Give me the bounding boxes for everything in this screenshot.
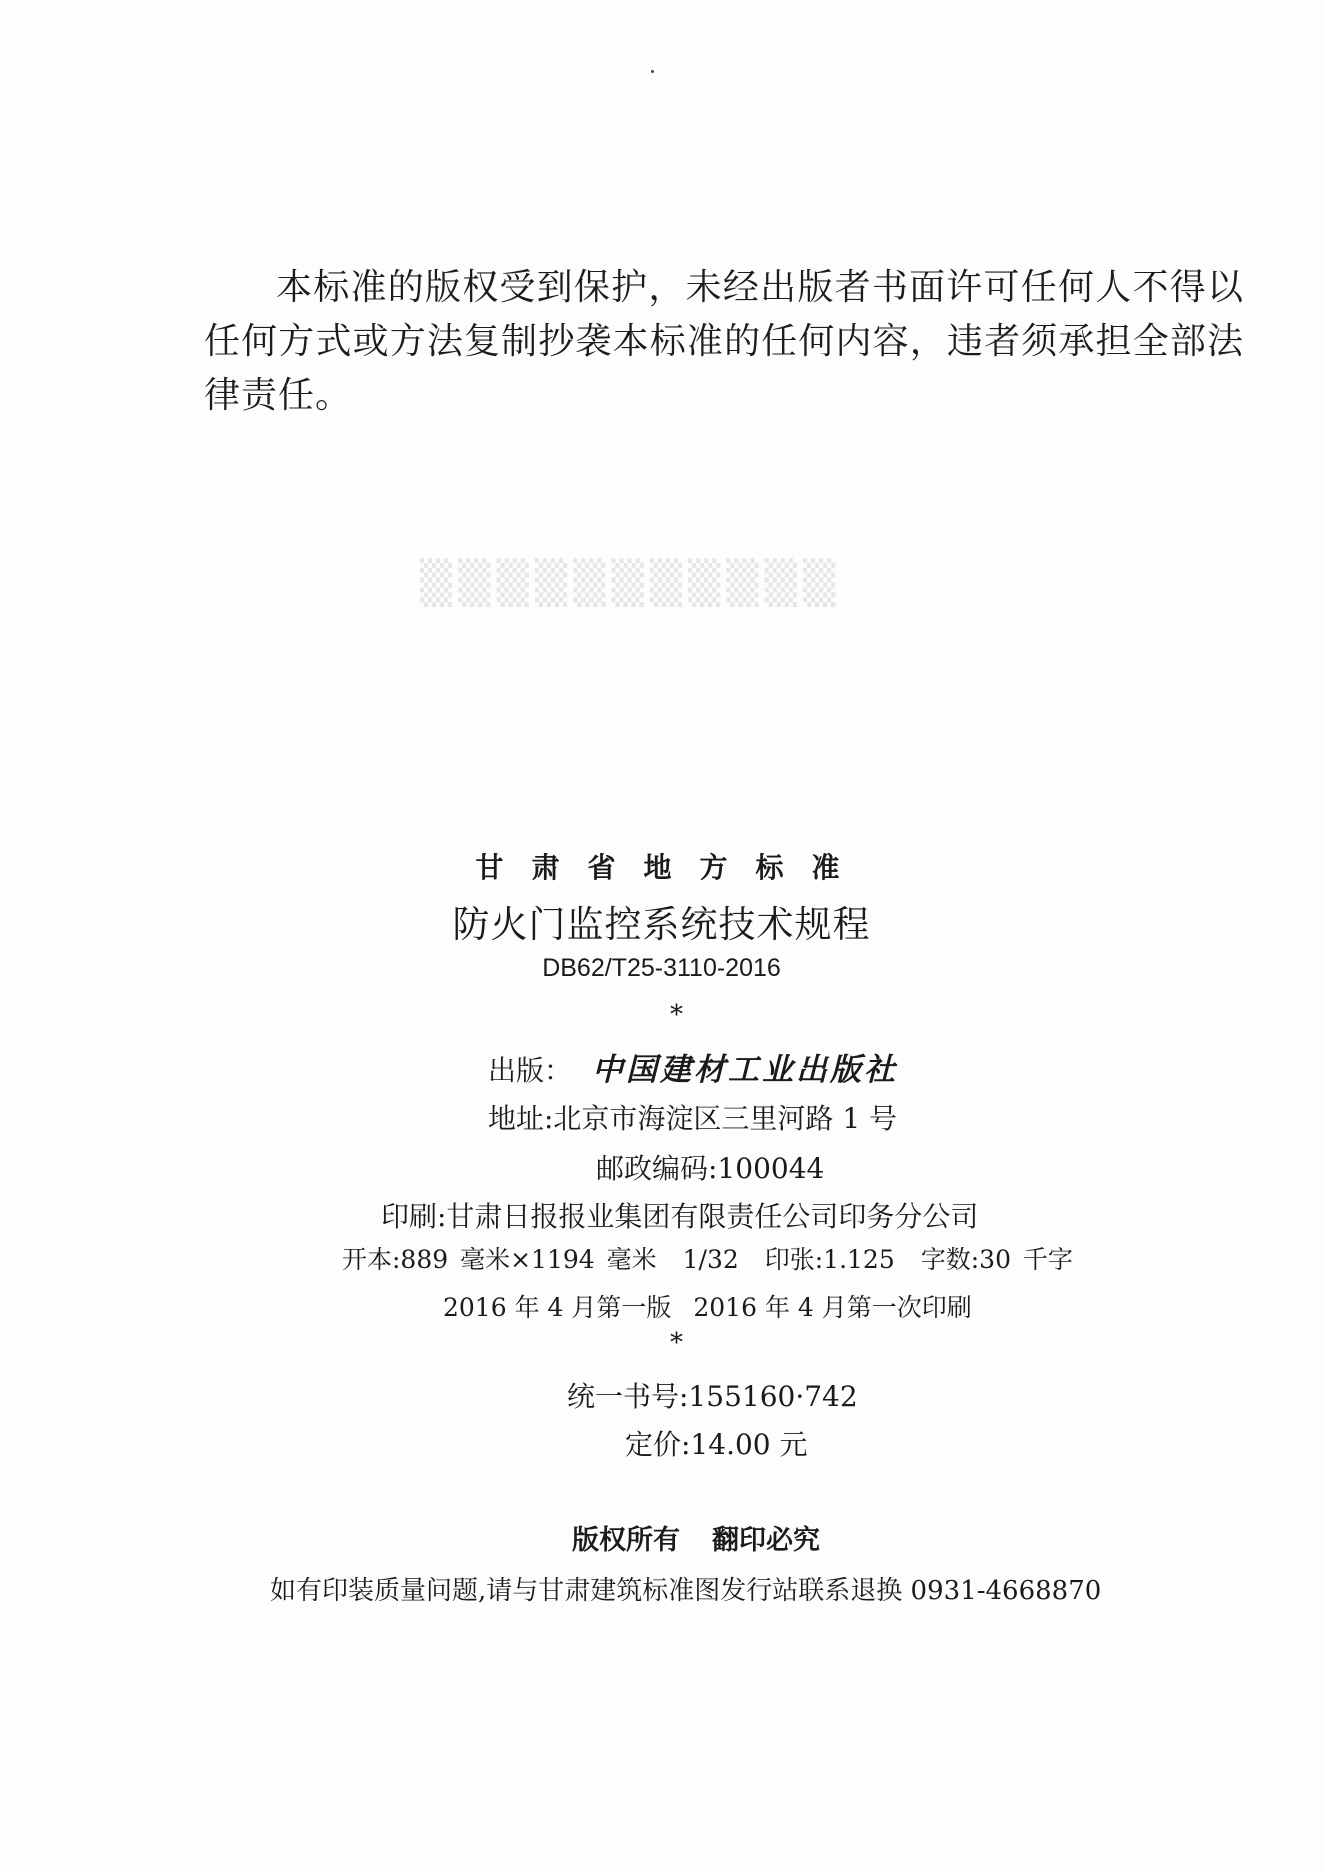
quality-contact: 如有印装质量问题,请与甘肃建筑标准图发行站联系退换 0931-4668870: [270, 1576, 1102, 1606]
printing-date: 2016 年 4 月第一次印刷: [693, 1293, 972, 1322]
publisher-label: 出版：: [488, 1054, 573, 1087]
printer-line: 印刷:甘肃日报报业集团有限责任公司印务分公司: [381, 1200, 979, 1233]
price: 定价:14.00 元: [625, 1428, 808, 1461]
separator-asterisk: *: [670, 1000, 683, 1030]
scan-speck: [651, 70, 654, 73]
publisher-address: 地址:北京市海淀区三里河路 1 号: [488, 1102, 898, 1135]
word-count: 字数:30 千字: [920, 1245, 1073, 1274]
separator-asterisk: *: [670, 1328, 683, 1358]
publisher-name: 中国建材工业出版社: [592, 1052, 899, 1088]
unified-book-number: 统一书号:155160·742: [567, 1380, 858, 1413]
copyright-notice: 本标准的版权受到保护，未经出版者书面许可任何人不得以任何方式或方法复制抄袭本标准的任何内容，违者须承担全部法律责任。: [204, 267, 1244, 416]
show-through-bleed: ▒▒▒▒▒▒▒▒▒▒▒: [420, 558, 842, 607]
edition-date: 2016 年 4 月第一版: [443, 1293, 672, 1322]
print-sheets: 印张:1.125: [764, 1245, 895, 1274]
standard-series: 甘肃省地方标准: [475, 851, 868, 884]
standard-code: DB62/T25-3110-2016: [542, 954, 781, 982]
format-size: 开本:889 毫米×1194 毫米: [342, 1245, 657, 1274]
format-fraction: 1/32: [682, 1245, 739, 1274]
postal-code: 邮政编码:100044: [596, 1152, 825, 1185]
rights-line: [572, 1518, 820, 1557]
all-rights-reserved: 版权所有: [572, 1525, 680, 1556]
edition-line: [443, 1288, 972, 1324]
publisher-line: [488, 1044, 898, 1089]
format-line: [342, 1240, 1073, 1276]
standard-title: 防火门监控系统技术规程: [452, 903, 871, 946]
piracy-warning: 翻印必究: [712, 1525, 820, 1556]
